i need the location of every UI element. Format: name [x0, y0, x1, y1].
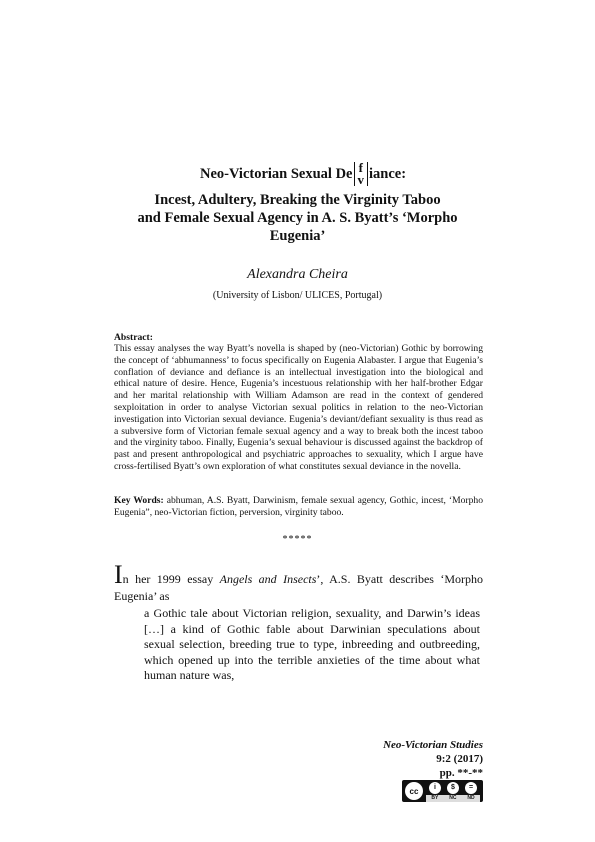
cc-license-parts: [426, 780, 480, 802]
block-quote: a Gothic tale about Victorian religion, sexuality, and Darwin’s ideas […] a kind of Gothic fable about Darwinian speculations about sexual selection, breeding true to type, inbreeding and outbreeding, which opened up into the terrible anxieties of the time about what human nature was,: [144, 606, 480, 682]
cc-label-row: [426, 795, 480, 802]
cc-nd-label: ND: [467, 795, 475, 801]
drop-cap: I: [114, 560, 123, 589]
title-line-3: and Female Sexual Agency in A. S. Byatt’s ‘Morpho: [137, 210, 458, 226]
abstract-heading: Abstract:: [114, 332, 153, 343]
title-f: f: [358, 160, 363, 175]
attribution-icon: i: [429, 782, 441, 794]
section-separator: *****: [282, 534, 313, 545]
intro-text-a: n her 1999 essay: [122, 572, 220, 586]
title-line-4: Eugenia’: [269, 228, 326, 244]
creative-commons-badge: [402, 780, 483, 802]
journal-issue: 9:2 (2017): [436, 753, 483, 765]
keywords-text: abhuman, A.S. Byatt, Darwinism, female sexual agency, Gothic, incest, ‘Morpho Eugenia”, neo-Victorian fiction, perversion, virginity taboo.: [114, 495, 483, 518]
author-affiliation: (University of Lisbon/ ULICES, Portugal): [212, 290, 383, 301]
author-name: Alexandra Cheira: [247, 267, 348, 282]
title-fv-glyph: [354, 162, 369, 186]
journal-name: Neo-Victorian Studies: [383, 739, 483, 751]
intro-text-b: ’, A.S. Byatt describes ‘Morpho Eugenia’ as: [114, 572, 484, 603]
title-line-2: Incest, Adultery, Breaking the Virginity Taboo: [154, 192, 441, 208]
keywords: [114, 495, 483, 519]
title-line-1: [200, 162, 406, 186]
cc-icon-row: [426, 780, 480, 795]
noderivatives-icon: =: [465, 782, 477, 794]
cc-nc-label: NC: [449, 795, 457, 801]
title-text-end: iance:: [369, 166, 407, 182]
page-range: pp. **-**: [439, 767, 483, 779]
noncommercial-icon: $: [447, 782, 459, 794]
intro-paragraph: [114, 560, 484, 605]
title-text-start: Neo-Victorian Sexual De: [200, 166, 353, 182]
intro-essay-title: Angels and Insects: [219, 572, 317, 586]
cc-logo-icon: cc: [405, 782, 423, 800]
keywords-label: Key Words:: [114, 495, 164, 506]
abstract-body: This essay analyses the way Byatt’s novella is shaped by (neo-Victorian) Gothic by borrowing the concept of ‘abhumanness’ to focus specifically on Eugenia Alabaster. I argue that Eugenia’s conflation of deviance and defiance is an intellectual investigation into the biological and ethical nature of desire. Hence, Eugenia’s incestuous relationship with her half-brother Edgar and her marital relationship with William Adamson are read in the context of gendered sexploitation in order to analyse Victorian sexual politics in relation to the neo-Victorian investigation into Victorian sexual deviance. Eugenia’s deviant/defiant sexuality is thus read as a subversive form of Victorian female sexual agency and a way to break both the incest taboo and the virginity taboo. Finally, Eugenia’s sexual behaviour is discussed against the backdrop of past and present anthropological and psychiatric approaches to sexuality, which I argue have cross-fertilised Byatt’s own exploration of what constitutes sexual deviance in the novella.: [114, 343, 483, 472]
cc-by-label: BY: [431, 795, 439, 801]
title-v: v: [357, 172, 364, 187]
